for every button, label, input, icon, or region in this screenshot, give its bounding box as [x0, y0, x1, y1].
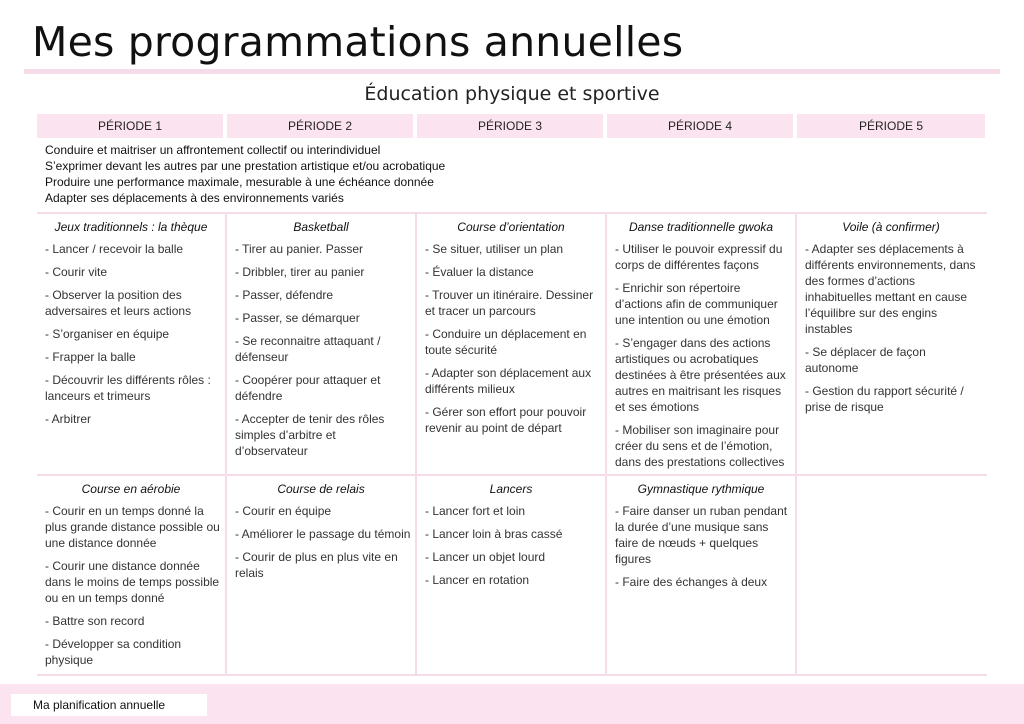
- page-title: Mes programmations annuelles: [32, 18, 684, 66]
- objective-item: - Adapter ses déplacements à différents environnements, dans des formes d’actions inhabituelles mettant en cause l’équilibre sur des engins instables: [805, 242, 976, 336]
- objective-item: - Lancer loin à bras cassé: [425, 527, 563, 541]
- objective-item: - Courir une distance donnée dans le moins de temps possible ou en un temps donné: [45, 559, 220, 605]
- objective-item: - Battre son record: [45, 614, 145, 628]
- objective-item: - Coopérer pour attaquer et défendre: [235, 373, 381, 403]
- objective-item: - Améliorer le passage du témoin: [235, 527, 411, 541]
- objective-item: - S’organiser en équipe: [45, 327, 170, 341]
- objective-item: - Lancer fort et loin: [425, 504, 526, 518]
- activity-cell: [797, 214, 985, 474]
- objective-item: - Se reconnaitre attaquant / défenseur: [235, 334, 381, 364]
- objective-item: - Courir en équipe: [235, 504, 332, 518]
- period-header: PÉRIODE 2: [227, 114, 413, 138]
- activity-cell: [607, 476, 797, 674]
- objective-item: - Découvrir les différents rôles : lanceurs et trimeurs: [45, 373, 211, 403]
- title-underline: [24, 69, 1000, 74]
- objective-item: - Frapper la balle: [45, 350, 136, 364]
- competence-line: Produire une performance maximale, mesurable à une échéance donnée: [45, 175, 434, 189]
- objective-item: - Lancer un objet lourd: [425, 550, 546, 564]
- objective-item: - Faire des échanges à deux: [615, 575, 768, 589]
- activity-title: Lancers: [489, 482, 533, 496]
- objective-item: - Développer sa condition physique: [45, 637, 182, 667]
- objective-item: - Adapter son déplacement aux différents milieux: [425, 366, 592, 396]
- competence-line: Conduire et maitriser un affrontement collectif ou interindividuel: [45, 143, 381, 157]
- competence-line: S’exprimer devant les autres par une prestation artistique et/ou acrobatique: [45, 159, 446, 173]
- objective-item: - Gestion du rapport sécurité / prise de risque: [805, 384, 964, 414]
- objective-item: - Conduire un déplacement en toute sécurité: [425, 327, 587, 357]
- activity-cell: [417, 214, 607, 474]
- activities-row-2: [37, 476, 987, 676]
- activity-cell: [227, 214, 417, 474]
- activity-title: Danse traditionnelle gwoka: [628, 220, 774, 234]
- activities-row-1: [37, 214, 987, 476]
- activity-title: Basketball: [293, 220, 349, 234]
- activity-title: Gymnastique rythmique: [637, 482, 765, 496]
- activity-title: Course en aérobie: [81, 482, 181, 496]
- objective-item: - Utiliser le pouvoir expressif du corps de différentes façons: [615, 242, 783, 272]
- competence-line: Adapter ses déplacements à des environnements variés: [45, 191, 344, 205]
- objective-item: - Accepter de tenir des rôles simples d’arbitre et d’observateur: [235, 412, 385, 458]
- objective-item: - Lancer en rotation: [425, 573, 530, 587]
- objective-item: - Enrichir son répertoire d’actions afin de communiquer une intention ou une émotion: [615, 281, 778, 327]
- objective-item: - Courir vite: [45, 265, 108, 279]
- activity-title: Voile (à confirmer): [842, 220, 940, 234]
- activity-cell: [37, 214, 227, 474]
- competences-block: [37, 138, 987, 214]
- objective-item: - Passer, défendre: [235, 288, 334, 302]
- objective-item: - Se situer, utiliser un plan: [425, 242, 564, 256]
- period-header: PÉRIODE 1: [37, 114, 223, 138]
- planning-table: [37, 114, 987, 676]
- objective-item: - Faire danser un ruban pendant la durée d’une musique sans faire de nœuds + quelques figures: [615, 504, 788, 566]
- objective-item: - S’engager dans des actions artistiques ou acrobatiques destinées à être présentées aux autres en maitrisant les risques et ses émotions: [615, 336, 786, 414]
- objective-item: - Se déplacer de façon autonome: [805, 345, 926, 375]
- footer-label: Ma planification annuelle: [11, 694, 207, 716]
- objective-item: - Mobiliser son imaginaire pour créer du sens et de l’émotion, dans des prestations collectives: [615, 423, 785, 469]
- activity-cell: [37, 476, 227, 674]
- objective-item: - Évaluer la distance: [425, 265, 534, 279]
- empty-cell: [797, 476, 985, 674]
- objective-item: - Observer la position des adversaires et leurs actions: [45, 288, 192, 318]
- activity-cell: [417, 476, 607, 674]
- objective-item: - Dribbler, tirer au panier: [235, 265, 365, 279]
- period-header-row: [37, 114, 987, 138]
- period-header: PÉRIODE 5: [797, 114, 985, 138]
- objective-item: - Courir en un temps donné la plus grande distance possible ou une distance donnée: [45, 504, 220, 550]
- objective-item: - Arbitrer: [45, 412, 92, 426]
- objective-item: - Passer, se démarquer: [235, 311, 360, 325]
- objective-item: - Tirer au panier. Passer: [235, 242, 364, 256]
- activity-cell: [227, 476, 417, 674]
- activity-title: Jeux traditionnels : la thèque: [54, 220, 208, 234]
- objective-item: - Gérer son effort pour pouvoir revenir au point de départ: [425, 405, 587, 435]
- objective-item: - Courir de plus en plus vite en relais: [235, 550, 398, 580]
- footer-bar: [0, 684, 1024, 724]
- activity-title: Course de relais: [277, 482, 365, 496]
- activity-title: Course d’orientation: [457, 220, 565, 234]
- activity-cell: [607, 214, 797, 474]
- objective-item: - Trouver un itinéraire. Dessiner et tracer un parcours: [425, 288, 594, 318]
- period-header: PÉRIODE 4: [607, 114, 793, 138]
- period-header: PÉRIODE 3: [417, 114, 603, 138]
- objective-item: - Lancer / recevoir la balle: [45, 242, 184, 256]
- subject-heading: Éducation physique et sportive: [364, 83, 660, 105]
